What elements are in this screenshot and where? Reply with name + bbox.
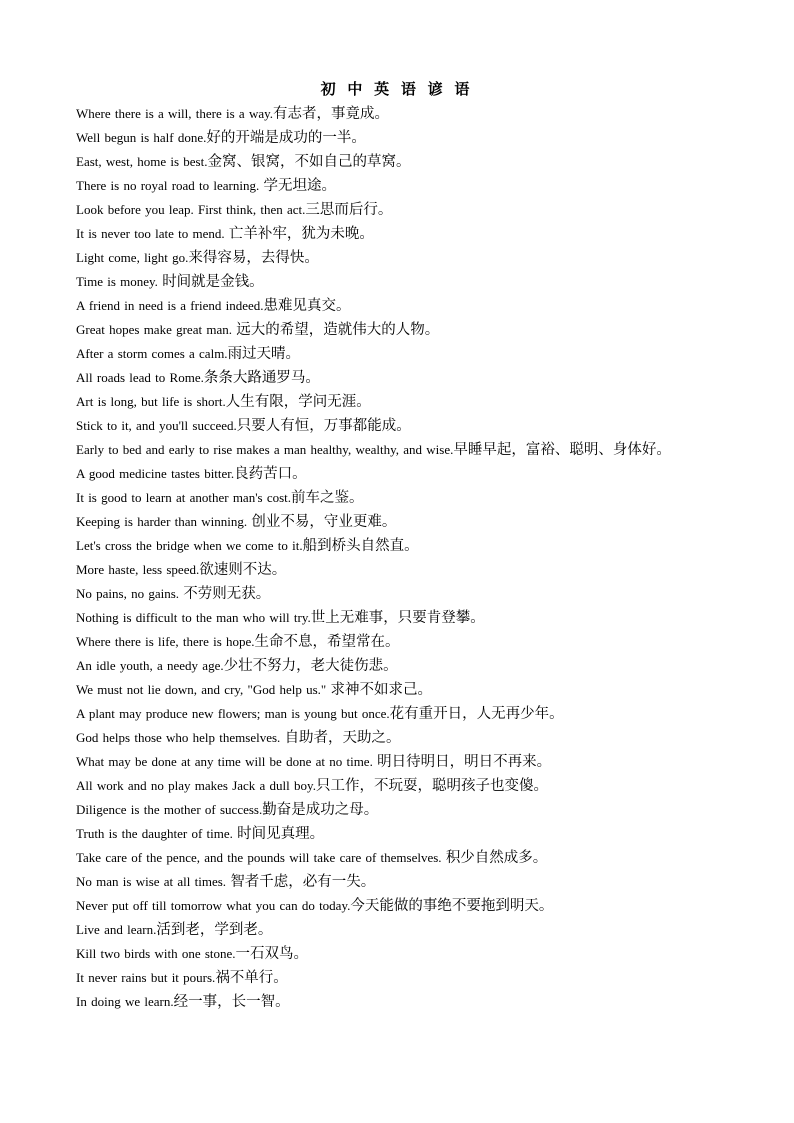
proverb-chinese: 患难见真交。 xyxy=(263,298,351,314)
proverb-chinese: 不劳则无获。 xyxy=(183,586,271,602)
proverb-english: More haste, less speed. xyxy=(76,562,200,577)
proverb-line xyxy=(76,342,726,366)
proverb-line xyxy=(76,750,726,774)
proverb-chinese: 生命不息，希望常在。 xyxy=(254,634,400,650)
proverb-chinese: 勤奋是成功之母。 xyxy=(262,802,379,818)
proverb-english: There is no royal road to learning. xyxy=(76,178,264,193)
proverb-chinese: 创业不易，守业更难。 xyxy=(251,514,397,530)
proverb-english: Well begun is half done. xyxy=(76,130,207,145)
proverb-english: God helps those who help themselves. xyxy=(76,730,285,745)
proverb-english: Live and learn. xyxy=(76,922,157,937)
proverb-line xyxy=(76,318,726,342)
proverb-english: Kill two birds with one stone. xyxy=(76,946,236,961)
proverb-line xyxy=(76,942,726,966)
proverb-chinese: 早睡早起，富裕、聪明、身体好。 xyxy=(453,442,671,458)
proverb-chinese: 时间就是金钱。 xyxy=(162,274,264,290)
proverb-chinese: 有志者，事竟成。 xyxy=(273,106,390,122)
proverb-line xyxy=(76,990,726,1014)
proverb-chinese: 一石双鸟。 xyxy=(235,946,309,962)
proverb-chinese: 远大的希望，造就伟大的人物。 xyxy=(236,322,440,338)
proverb-chinese: 前车之鉴。 xyxy=(291,490,364,506)
proverb-english: Early to bed and early to rise makes a man healthy, wealthy, and wise. xyxy=(76,442,454,457)
proverb-chinese: 好的开端是成功的一半。 xyxy=(206,130,366,146)
proverb-line xyxy=(76,486,726,510)
proverb-english: Light come, light go. xyxy=(76,250,189,265)
proverb-chinese: 少壮不努力，老大徒伤悲。 xyxy=(223,658,398,674)
proverb-line xyxy=(76,366,726,390)
proverb-english: Take care of the pence, and the pounds will take care of themselves. xyxy=(76,850,446,865)
proverb-chinese: 人生有限，学问无涯。 xyxy=(225,394,371,410)
proverb-english: Keeping is harder than winning. xyxy=(76,514,252,529)
proverb-line xyxy=(76,822,726,846)
proverb-chinese: 良药苦口。 xyxy=(234,466,307,482)
proverb-english: East, west, home is best. xyxy=(76,154,208,169)
proverb-english: No man is wise at all times. xyxy=(76,874,231,889)
proverb-chinese: 明日待明日，明日不再来。 xyxy=(377,754,552,770)
proverb-line xyxy=(76,918,726,942)
proverb-english: Look before you leap. First think, then act. xyxy=(76,202,306,217)
proverb-line xyxy=(76,510,726,534)
proverb-line xyxy=(76,894,726,918)
proverb-english: All work and no play makes Jack a dull boy. xyxy=(76,778,316,793)
proverb-english: A good medicine tastes bitter. xyxy=(76,466,235,481)
proverb-line xyxy=(76,558,726,582)
proverb-chinese: 只要人有恒，万事都能成。 xyxy=(236,418,411,434)
proverb-line xyxy=(76,846,726,870)
proverb-line xyxy=(76,222,726,246)
proverb-chinese: 三思而后行。 xyxy=(305,202,393,218)
proverb-english: It never rains but it pours. xyxy=(76,970,216,985)
proverb-english: Stick to it, and you'll succeed. xyxy=(76,418,237,433)
proverb-chinese: 金窝、银窝，不如自己的草窝。 xyxy=(207,154,411,170)
proverb-line xyxy=(76,438,726,462)
proverb-line xyxy=(76,630,726,654)
proverb-english: Where there is a will, there is a way. xyxy=(76,106,274,121)
proverb-line xyxy=(76,870,726,894)
proverb-line xyxy=(76,390,726,414)
proverb-line xyxy=(76,774,726,798)
proverb-english: All roads lead to Rome. xyxy=(76,370,204,385)
proverb-chinese: 雨过天晴。 xyxy=(227,346,301,362)
proverb-chinese: 花有重开日，人无再少年。 xyxy=(389,706,564,722)
proverb-line xyxy=(76,606,726,630)
proverb-line xyxy=(76,966,726,990)
proverb-line xyxy=(76,798,726,822)
proverb-english: Time is money. xyxy=(76,274,163,289)
proverb-english: Great hopes make great man. xyxy=(76,322,237,337)
proverb-chinese: 积少自然成多。 xyxy=(445,850,548,866)
proverb-line xyxy=(76,150,726,174)
proverb-line xyxy=(76,702,726,726)
proverb-chinese: 活到老，学到老。 xyxy=(156,922,273,938)
proverb-line xyxy=(76,294,726,318)
proverb-english: Truth is the daughter of time. xyxy=(76,826,238,841)
proverb-english: Never put off till tomorrow what you can do today. xyxy=(76,898,351,913)
proverb-english: Let's cross the bridge when we come to it. xyxy=(76,538,303,553)
proverb-chinese: 世上无难事，只要肯登攀。 xyxy=(310,610,485,626)
proverb-line xyxy=(76,102,726,126)
proverb-english: We must not lie down, and cry, "God help us." xyxy=(76,682,331,697)
proverb-list xyxy=(76,102,726,1014)
proverb-chinese: 求神不如求己。 xyxy=(330,682,432,698)
proverb-english: Art is long, but life is short. xyxy=(76,394,226,409)
page-title: 初 中 英 语 谚 语 xyxy=(320,82,474,98)
proverb-english: After a storm comes a calm. xyxy=(76,346,228,361)
proverb-line xyxy=(76,270,726,294)
proverb-english: A friend in need is a friend indeed. xyxy=(76,298,264,313)
proverb-line xyxy=(76,174,726,198)
proverb-chinese: 亡羊补牢，犹为未晚。 xyxy=(228,226,374,242)
proverb-line xyxy=(76,246,726,270)
proverb-english: An idle youth, a needy age. xyxy=(76,658,224,673)
proverb-chinese: 只工作，不玩耍，聪明孩子也变傻。 xyxy=(315,778,548,794)
proverb-line xyxy=(76,126,726,150)
proverb-chinese: 条条大路通罗马。 xyxy=(203,370,320,386)
proverb-english: It is good to learn at another man's cost. xyxy=(76,490,292,505)
proverb-english: In doing we learn. xyxy=(76,994,174,1009)
proverb-chinese: 智者千虑，必有一失。 xyxy=(230,874,376,890)
proverb-chinese: 来得容易，去得快。 xyxy=(188,250,319,266)
proverb-line xyxy=(76,198,726,222)
proverb-english: Nothing is difficult to the man who will try. xyxy=(76,610,311,625)
proverb-chinese: 祸不单行。 xyxy=(215,970,288,986)
proverb-line xyxy=(76,414,726,438)
proverb-line xyxy=(76,462,726,486)
proverb-english: What may be done at any time will be done at no time. xyxy=(76,754,378,769)
proverb-chinese: 经一事，长一智。 xyxy=(173,994,290,1010)
proverb-line xyxy=(76,726,726,750)
proverb-chinese: 船到桥头自然直。 xyxy=(302,538,419,554)
proverb-chinese: 学无坦途。 xyxy=(263,178,336,194)
proverb-english: Where there is life, there is hope. xyxy=(76,634,255,649)
proverb-chinese: 自助者，天助之。 xyxy=(284,730,401,746)
proverb-line xyxy=(76,582,726,606)
proverb-line xyxy=(76,678,726,702)
proverb-english: It is never too late to mend. xyxy=(76,226,229,241)
proverb-chinese: 欲速则不达。 xyxy=(199,562,287,578)
proverb-line xyxy=(76,534,726,558)
proverb-english: Diligence is the mother of success. xyxy=(76,802,263,817)
proverb-chinese: 时间见真理。 xyxy=(237,826,325,842)
proverb-chinese: 今天能做的事绝不要拖到明天。 xyxy=(350,898,554,914)
proverb-english: No pains, no gains. xyxy=(76,586,184,601)
proverb-line xyxy=(76,654,726,678)
proverb-english: A plant may produce new flowers; man is young but once. xyxy=(76,706,390,721)
